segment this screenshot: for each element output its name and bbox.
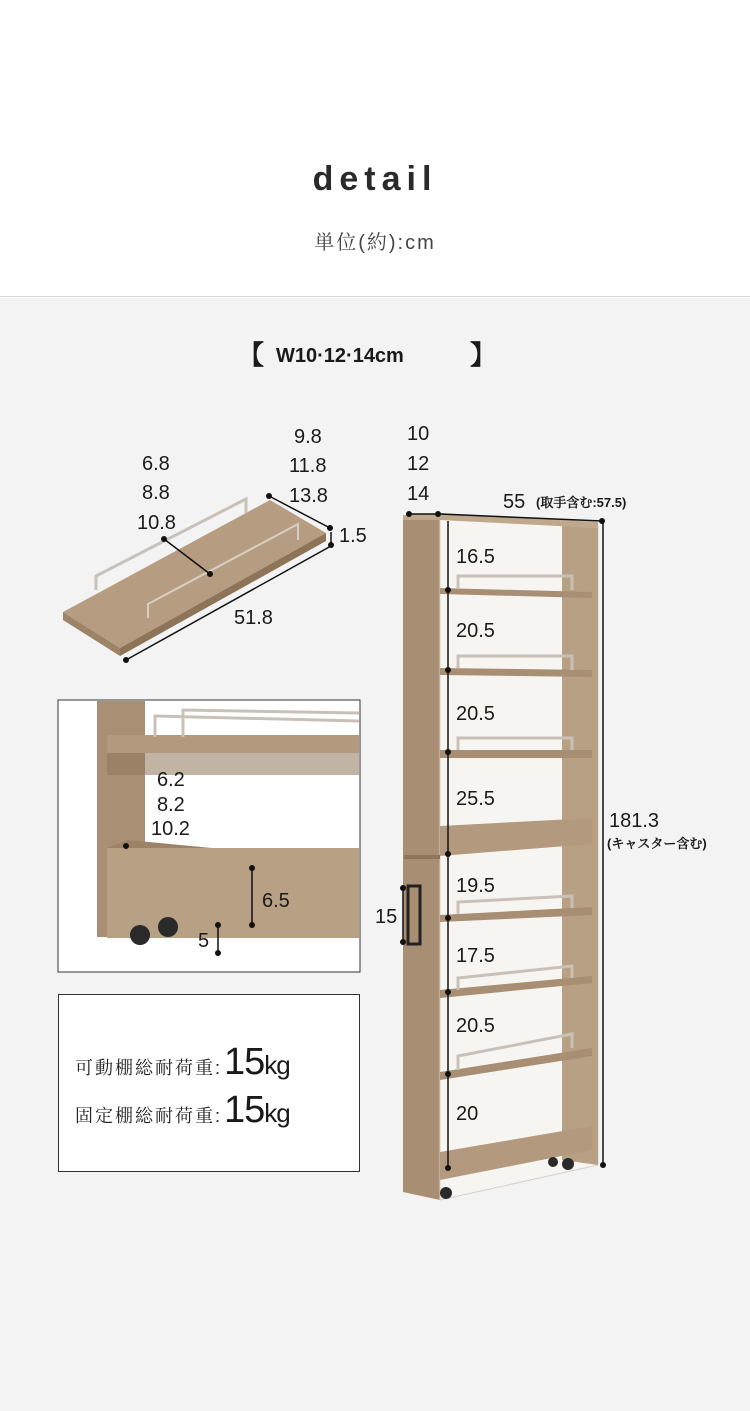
dim-dot	[600, 1162, 606, 1168]
board-depth-label: 6.8	[142, 453, 170, 475]
dim-dot	[445, 1071, 451, 1077]
board-width-label: 13.8	[289, 485, 328, 507]
movable-load-value	[224, 1041, 290, 1084]
movable-load-row	[75, 1041, 290, 1085]
dim-dot	[327, 525, 333, 531]
caster-wheel	[548, 1157, 558, 1167]
dim-dot	[445, 587, 451, 593]
bracket-open: 【	[238, 340, 265, 370]
shelf-spacing-label: 19.5	[456, 875, 495, 897]
bin-front	[107, 848, 359, 938]
rack-illustration	[375, 423, 707, 1200]
shelf-spacing-label: 20.5	[456, 703, 495, 725]
shelf-spacing-label: 20.5	[456, 620, 495, 642]
shelf-spacing-label: 20.5	[456, 1015, 495, 1037]
rack-width-label: 10	[407, 423, 430, 445]
dim-dot	[207, 571, 213, 577]
dim-dot	[161, 536, 167, 542]
bin-depth-label: 10.2	[151, 818, 190, 840]
bracket-close: 】	[470, 340, 497, 370]
fixed-load-unit: kg	[264, 1098, 290, 1128]
dim-dot	[249, 865, 255, 871]
dim-dot	[599, 518, 605, 524]
dim-dot	[249, 922, 255, 928]
fixed-load-label: 固定棚総耐荷重:	[75, 1106, 223, 1126]
board-thickness-label: 1.5	[339, 525, 367, 547]
shelf-spacing-label: 20	[456, 1103, 479, 1125]
board-width-label: 11.8	[289, 455, 327, 477]
rack-depth-label: 55	[503, 491, 526, 513]
bin-height-label: 6.5	[262, 890, 290, 912]
caster-wheel	[130, 925, 150, 945]
panel-seam	[404, 855, 440, 859]
movable-load-unit: kg	[264, 1050, 290, 1080]
board-depth-label: 10.8	[137, 512, 176, 534]
detail-shelf-shadow	[107, 753, 359, 775]
dim-dot	[445, 915, 451, 921]
width-heading: W10·12·14cm	[276, 345, 404, 367]
caster-wheel	[158, 917, 178, 937]
board-width-label: 9.8	[294, 426, 322, 448]
dim-dot	[445, 989, 451, 995]
rack-depth-note: (取手含む:57.5)	[536, 495, 627, 510]
fixed-load-number: 15	[224, 1089, 265, 1131]
dim-dot	[406, 511, 412, 517]
movable-load-number: 15	[224, 1041, 265, 1083]
dim-dot	[266, 493, 272, 499]
unit-note: 単位(約):cm	[314, 232, 436, 254]
rack-height-label: 181.3	[609, 810, 660, 832]
dim-dot	[445, 667, 451, 673]
bin-depth-label: 8.2	[157, 794, 185, 816]
shelf-spacing-label: 25.5	[456, 788, 495, 810]
detail-shelf	[107, 735, 359, 753]
shelf-spacing-label: 16.5	[456, 546, 495, 568]
rack-width-label: 14	[407, 483, 430, 505]
rack-height-note: (キャスター含む)	[607, 836, 707, 851]
shelf-board-illustration	[63, 426, 367, 663]
rack-front-panel	[403, 520, 440, 1200]
caster-wheel	[562, 1158, 574, 1170]
shelf-spacing-label: 17.5	[456, 945, 495, 967]
bin-depth-label: 6.2	[157, 769, 185, 791]
dim-dot	[215, 922, 221, 928]
dim-dot	[400, 885, 406, 891]
board-depth-label: 8.8	[142, 482, 170, 504]
fixed-load-value	[224, 1089, 290, 1132]
dim-dot	[445, 851, 451, 857]
fixed-load-row	[75, 1089, 290, 1133]
movable-load-label: 可動棚総耐荷重:	[75, 1058, 223, 1078]
dim-dot	[445, 749, 451, 755]
dim-dot	[123, 843, 129, 849]
handle-height-label: 15	[375, 906, 398, 928]
rack-shelf	[440, 750, 592, 758]
board-length-label: 51.8	[234, 607, 273, 629]
load-capacity-box	[58, 994, 360, 1172]
rack-width-label: 12	[407, 453, 430, 475]
dim-dot	[215, 950, 221, 956]
dim-dot	[445, 1165, 451, 1171]
caster-wheel	[440, 1187, 452, 1199]
dim-dot	[400, 939, 406, 945]
caster-height-label: 5	[198, 930, 210, 952]
bottom-detail-illustration	[58, 700, 360, 972]
dim-dot	[123, 657, 129, 663]
page-title: detail	[312, 160, 438, 198]
